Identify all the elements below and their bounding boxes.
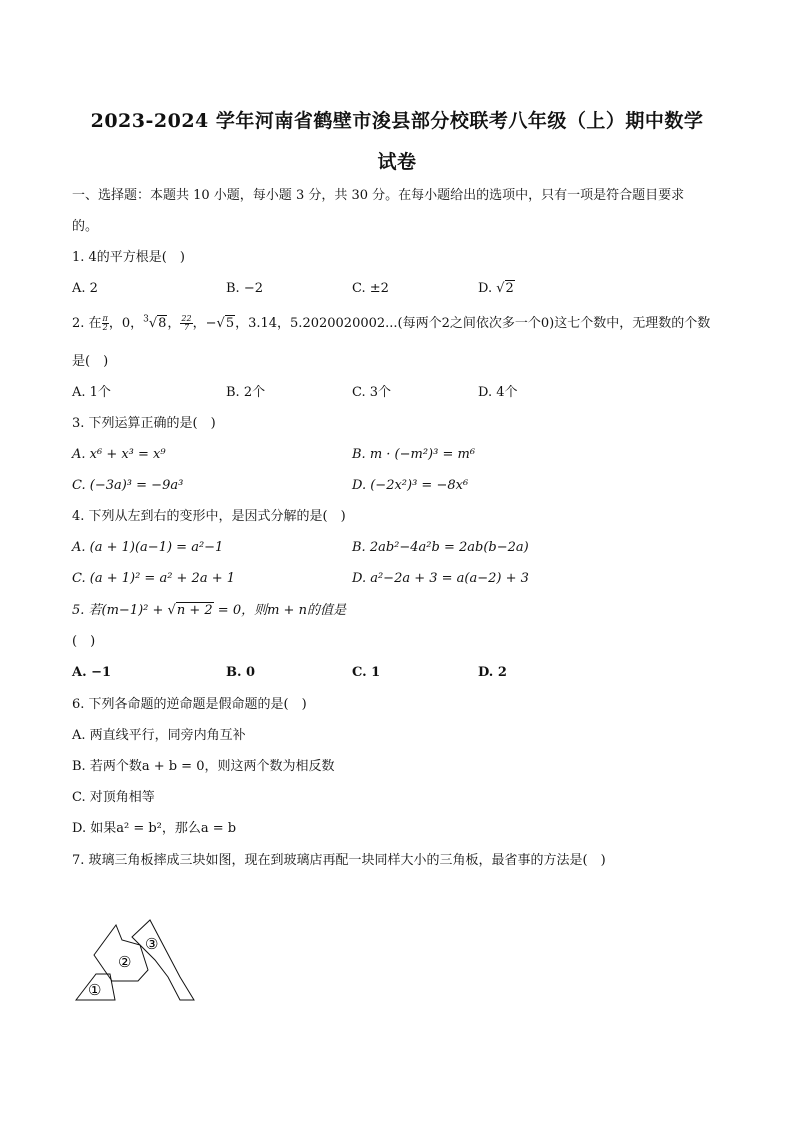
question-2-option-d: D. 4个 <box>478 385 518 400</box>
shard-3 <box>132 920 194 1000</box>
question-4-option-a: A. (a + 1)(a−1) = a²−1 <box>72 540 224 555</box>
question-6-option-d: D. 如果a² = b²，那么a = b <box>72 821 237 836</box>
question-5-option-a: A. −1 <box>72 665 112 680</box>
question-3-option-b: B. m · (−m²)³ = m⁶ <box>352 447 476 462</box>
question-6-stem: 6. 下列各命题的逆命题是假命题的是( ) <box>72 697 307 712</box>
question-5-option-b: B. 0 <box>226 665 256 680</box>
shard-3-label: ③ <box>145 935 159 953</box>
question-4-option-b: B. 2ab²−4a²b = 2ab(b−2a) <box>352 540 529 555</box>
question-4-option-c: C. (a + 1)² = a² + 2a + 1 <box>72 571 236 586</box>
question-5-option-c: C. 1 <box>352 665 381 680</box>
page-title-line2: 试卷 <box>377 151 417 173</box>
question-4-stem: 4. 下列从左到右的变形中，是因式分解的是( ) <box>72 509 346 524</box>
question-3-option-d: D. (−2x²)³ = −8x⁶ <box>352 478 469 493</box>
question-1-stem: 1. 4的平方根是( ) <box>72 250 185 265</box>
question-2-stem-line2: 是( ) <box>72 354 109 369</box>
question-6-option-c: C. 对顶角相等 <box>72 790 155 805</box>
question-6-option-a: A. 两直线平行，同旁内角互补 <box>72 728 246 743</box>
question-4-option-d: D. a²−2a + 3 = a(a−2) + 3 <box>352 571 529 586</box>
question-5-stem: 5. 若(m−1)² + √n + 2 = 0，则m + n的值是 <box>72 603 346 618</box>
shard-1-label: ① <box>88 981 102 999</box>
question-2-option-a: A. 1个 <box>72 385 111 400</box>
broken-triangle-figure <box>70 915 200 1005</box>
shard-2-label: ② <box>118 953 132 971</box>
page-title: 2023-2024 学年河南省鹤壁市浚县部分校联考八年级（上）期中数学 <box>90 110 704 132</box>
question-3-option-a: A. x⁶ + x³ = x⁹ <box>72 447 166 462</box>
question-1-option-a: A. 2 <box>72 281 98 296</box>
question-6-option-b: B. 若两个数a + b = 0，则这两个数为相反数 <box>72 759 335 774</box>
question-2-option-c: C. 3个 <box>352 385 392 400</box>
question-2-option-b: B. 2个 <box>226 385 266 400</box>
question-1-option-b: B. −2 <box>226 281 263 296</box>
question-2-stem: 2. 在 $\frac{\pi}{2}$ ，0，$^3$√8， $\frac{22}{7}$ ，−√5，3.14，5.2020020002...(每两个2之间依次多一个0)这七个数中，无理数的个数 <box>72 314 711 332</box>
question-1-option-c: C. ±2 <box>352 281 389 296</box>
section-header-line2: 的。 <box>72 219 99 234</box>
section-header: 一、选择题：本题共 10 小题，每小题 3 分，共 30 分。在每小题给出的选项中，只有一项是符合题目要求 <box>72 188 685 203</box>
question-7-stem: 7. 玻璃三角板摔成三块如图，现在到玻璃店再配一块同样大小的三角板，最省事的方法是( ) <box>72 853 606 868</box>
question-5-stem-line2: ( ) <box>72 634 96 649</box>
question-1-option-d: D. √2 <box>478 281 514 296</box>
question-5-option-d: D. 2 <box>478 665 507 680</box>
question-3-option-c: C. (−3a)³ = −9a³ <box>72 478 184 493</box>
question-3-stem: 3. 下列运算正确的是( ) <box>72 416 216 431</box>
